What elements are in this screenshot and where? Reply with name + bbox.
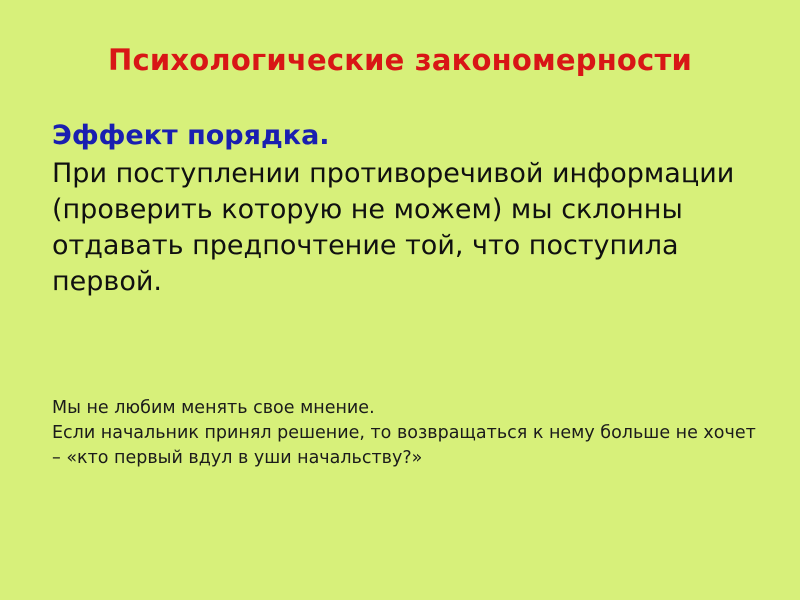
body-paragraph: При поступлении противоречивой информации (проверить которую не можем) мы склонны отдавать предпочтение той, что поступила первой.	[52, 157, 735, 298]
page-title: Психологические закономерности	[108, 43, 692, 77]
note-line: Если начальник принял решение, то возвращаться к нему больше не хочет – «кто первый вдул в уши начальству?»	[52, 422, 756, 468]
notes-block	[52, 396, 758, 471]
lead-heading: Эффект порядка.	[52, 120, 330, 151]
note-line: Мы не любим менять свое мнение.	[52, 398, 375, 418]
slide-body	[52, 118, 760, 300]
